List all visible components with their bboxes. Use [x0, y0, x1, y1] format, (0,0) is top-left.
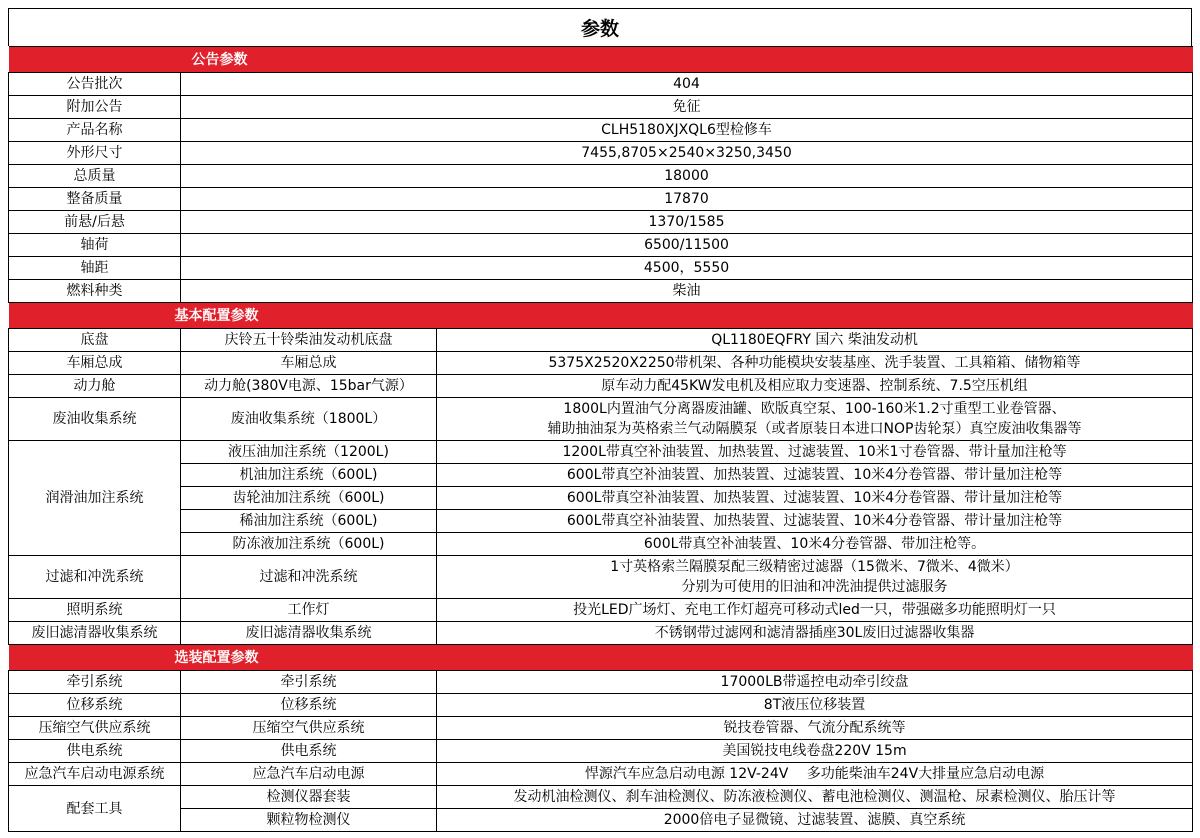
row-sub: 废旧滤清器收集系统 [181, 622, 437, 645]
table-row [9, 119, 1193, 142]
row-label: 轴距 [9, 257, 181, 280]
section-header-basic [9, 303, 1193, 329]
row-label: 牵引系统 [9, 671, 181, 694]
row-value: 美国锐技电线卷盘220V 15m [437, 740, 1193, 763]
section-title: 选装配置参数 [174, 649, 259, 666]
table-row [9, 188, 1193, 211]
table-row [9, 280, 1193, 303]
row-label: 供电系统 [9, 740, 181, 763]
row-sub: 牵引系统 [181, 671, 437, 694]
table-row [9, 142, 1193, 165]
row-value: 柴油 [181, 280, 1193, 303]
section-title: 基本配置参数 [174, 307, 259, 324]
row-value: 2000倍电子显微镜、过滤装置、滤膜、真空系统 [437, 809, 1193, 832]
table-row-winch [9, 671, 1193, 694]
row-sub: 防冻液加注系统（600L) [181, 533, 437, 556]
row-value: 1200L带真空补油装置、加热装置、过滤装置、10米1寸卷管器、带计量加注枪等 [437, 441, 1193, 464]
row-label: 轴荷 [9, 234, 181, 257]
row-sub: 压缩空气供应系统 [181, 717, 437, 740]
table-row-lube [9, 487, 1193, 510]
row-label: 底盘 [9, 329, 181, 352]
table-row-shift [9, 694, 1193, 717]
table-row [9, 96, 1193, 119]
table-row-box [9, 352, 1193, 375]
row-value: QL1180EQFRY 国六 柴油发动机 [437, 329, 1193, 352]
row-value: 4500，5550 [181, 257, 1193, 280]
row-sub: 稀油加注系统（600L) [181, 510, 437, 533]
row-value [437, 398, 1193, 441]
row-sub: 过滤和冲洗系统 [181, 556, 437, 599]
row-sub: 齿轮油加注系统（600L) [181, 487, 437, 510]
table-row-filter [9, 556, 1193, 599]
row-value: 8T液压位移装置 [437, 694, 1193, 717]
row-label: 应急汽车启动电源系统 [9, 763, 181, 786]
row-sub: 车厢总成 [181, 352, 437, 375]
row-value-line: 1800L内置油气分离器废油罐、欧版真空泵、100-160米1.2寸重型工业卷管器、 [563, 401, 1066, 417]
table-row-air [9, 717, 1193, 740]
row-value: 免征 [181, 96, 1193, 119]
table-row [9, 73, 1193, 96]
row-label: 废旧滤清器收集系统 [9, 622, 181, 645]
row-label: 配套工具 [9, 786, 181, 832]
row-value: 17000LB带遥控电动牵引绞盘 [437, 671, 1193, 694]
row-sub: 应急汽车启动电源 [181, 763, 437, 786]
row-value: 6500/11500 [181, 234, 1193, 257]
row-value: 18000 [181, 165, 1193, 188]
row-value: 404 [181, 73, 1193, 96]
row-value: 600L带真空补油装置、加热装置、过滤装置、10米4分卷管器、带计量加注枪等 [437, 487, 1193, 510]
row-value: 1370/1585 [181, 211, 1193, 234]
row-label: 位移系统 [9, 694, 181, 717]
row-value [437, 556, 1193, 599]
row-value: 原车动力配45KW发电机及相应取力变速器、控制系统、7.5空压机组 [437, 375, 1193, 398]
table-row-start [9, 763, 1193, 786]
table-row-lube [9, 441, 1193, 464]
table-row [9, 234, 1193, 257]
row-value: 600L带真空补油装置、加热装置、过滤装置、10米4分卷管器、带计量加注枪等 [437, 464, 1193, 487]
parameter-sheet [8, 8, 1192, 832]
table-row-chassis [9, 329, 1193, 352]
row-sub: 动力舱(380V电源、15bar气源） [181, 375, 437, 398]
row-value: 不锈钢带过滤网和滤清器插座30L废旧过滤器收集器 [437, 622, 1193, 645]
row-value: 投光LED广场灯、充电工作灯超亮可移动式led一只，带强磁多功能照明灯一只 [437, 599, 1193, 622]
table-row-waste-oil [9, 398, 1193, 441]
row-value: 600L带真空补油装置、加热装置、过滤装置、10米4分卷管器、带计量加注枪等 [437, 510, 1193, 533]
table-row-light [9, 599, 1193, 622]
row-label: 总质量 [9, 165, 181, 188]
row-value: 发动机油检测仪、刹车油检测仪、防冻液检测仪、蓄电池检测仪、测温枪、尿素检测仪、胎压计等 [437, 786, 1193, 809]
row-value: 600L带真空补油装置、10米4分卷管器、带加注枪等。 [437, 533, 1193, 556]
table-row [9, 211, 1193, 234]
row-label: 车厢总成 [9, 352, 181, 375]
row-value: 悍源汽车应急启动电源 12V-24V 多功能柴油车24V大排量应急启动电源 [437, 763, 1193, 786]
row-value: 17870 [181, 188, 1193, 211]
row-label: 附加公告 [9, 96, 181, 119]
row-value: 7455,8705×2540×3250,3450 [181, 142, 1193, 165]
table-row-lube [9, 464, 1193, 487]
table-row [9, 165, 1193, 188]
row-value: 5375X2520X2250带机架、各种功能模块安装基座、洗手装置、工具箱箱、储物箱等 [437, 352, 1193, 375]
parameter-table [8, 46, 1193, 832]
row-label: 前悬/后悬 [9, 211, 181, 234]
section-header-optional [9, 645, 1193, 671]
table-row-tools [9, 809, 1193, 832]
page-title: 参数 [8, 8, 1192, 46]
row-sub: 庆铃五十铃柴油发动机底盘 [181, 329, 437, 352]
row-label: 压缩空气供应系统 [9, 717, 181, 740]
row-label: 燃料种类 [9, 280, 181, 303]
row-value-line: 分别为可使用的旧油和冲洗油提供过滤服务 [681, 579, 948, 595]
row-sub: 机油加注系统（600L) [181, 464, 437, 487]
section-header-announce [9, 47, 1193, 73]
table-row [9, 257, 1193, 280]
row-label: 废油收集系统 [9, 398, 181, 441]
row-value: 锐技卷管器、气流分配系统等 [437, 717, 1193, 740]
row-label: 整备质量 [9, 188, 181, 211]
row-sub: 液压油加注系统（1200L) [181, 441, 437, 464]
row-sub: 工作灯 [181, 599, 437, 622]
table-row-tools [9, 786, 1193, 809]
row-value-line: 1寸英格索兰隔膜泵配三级精密过滤器（15微米、7微米、4微米） [610, 559, 1019, 575]
table-row-power [9, 375, 1193, 398]
row-sub: 颗粒物检测仪 [181, 809, 437, 832]
row-label: 照明系统 [9, 599, 181, 622]
section-title: 公告参数 [191, 51, 248, 68]
row-label: 外形尺寸 [9, 142, 181, 165]
row-sub: 废油收集系统（1800L） [181, 398, 437, 441]
row-label: 动力舱 [9, 375, 181, 398]
row-label: 润滑油加注系统 [9, 441, 181, 556]
row-sub: 供电系统 [181, 740, 437, 763]
row-label: 公告批次 [9, 73, 181, 96]
row-value-line: 辅助抽油泵为英格索兰气动隔膜泵（或者原装日本进口NOP齿轮泵）真空废油收集器等 [547, 421, 1082, 437]
row-label: 产品名称 [9, 119, 181, 142]
row-sub: 位移系统 [181, 694, 437, 717]
row-label: 过滤和冲洗系统 [9, 556, 181, 599]
row-value: CLH5180XJXQL6型检修车 [181, 119, 1193, 142]
table-row-lube [9, 510, 1193, 533]
table-row-lube [9, 533, 1193, 556]
table-row-elec [9, 740, 1193, 763]
table-row-old-filter [9, 622, 1193, 645]
row-sub: 检测仪器套装 [181, 786, 437, 809]
